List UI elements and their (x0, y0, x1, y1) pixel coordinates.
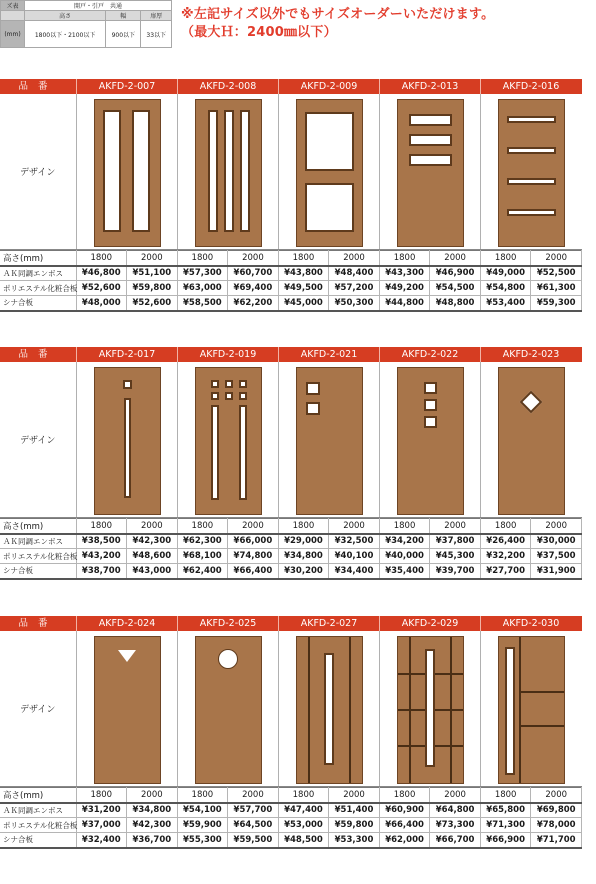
product-code: AKFD-2-021 (278, 347, 379, 362)
round-window-icon (195, 636, 262, 784)
design-row (0, 631, 582, 787)
product-code: AKFD-2-029 (379, 616, 480, 631)
finish-label: シナ合板 (0, 296, 76, 311)
product-code: AKFD-2-023 (480, 347, 581, 362)
table-row: ポリエステル化粧合板 ¥43,200 ¥48,600 ¥68,100 ¥74,800 ¥34,800 ¥40,100 ¥40,000 ¥45,300 ¥32,200 ¥37,500 (0, 549, 582, 564)
product-code: AKFD-2-022 (379, 347, 480, 362)
design-label: デザイン (20, 436, 56, 446)
height-row: 高さ(mm) 1800 2000 1800 2000 1800 2000 1800 2000 1800 2000 (0, 519, 582, 534)
table-row: シナ合板 ¥38,700 ¥43,000 ¥62,400 ¥66,400 ¥30,200 ¥34,400 ¥35,400 ¥39,700 ¥27,700 ¥31,900 (0, 564, 582, 579)
grid-and-slits-icon (195, 367, 262, 515)
notice-line-1: ※左記サイズ以外でもサイズオーダーいただけます。 (181, 7, 495, 22)
product-block-1 (0, 79, 582, 312)
table-row: ポリエステル化粧合板 ¥52,600 ¥59,800 ¥63,000 ¥69,400 ¥49,500 ¥57,200 ¥49,200 ¥54,500 ¥54,800 ¥61,300 (0, 281, 582, 296)
two-small-squares-icon (296, 367, 363, 515)
square-and-slit-icon (94, 367, 161, 515)
product-code: AKFD-2-019 (177, 347, 278, 362)
side-slit-grooves-icon (498, 636, 565, 784)
finish-label: ポリエステル化粧合板 (0, 281, 76, 296)
size-table-type: 開戸・引戸 共通 (25, 1, 172, 11)
two-vertical-panes-icon (94, 99, 161, 247)
product-code: AKFD-2-017 (76, 347, 177, 362)
diamond-window-icon (498, 367, 565, 515)
finish-label: シナ合板 (0, 833, 76, 848)
center-slit-grooves-icon (296, 636, 363, 784)
product-code: AKFD-2-024 (76, 616, 177, 631)
height-row: 高さ(mm) 1800 2000 1800 2000 1800 2000 1800 2000 1800 2000 (0, 788, 582, 803)
product-code: AKFD-2-013 (379, 79, 480, 94)
price-table (0, 250, 582, 312)
product-code: AKFD-2-027 (278, 616, 379, 631)
finish-label: ポリエステル化粧合板 (0, 549, 76, 564)
product-code: AKFD-2-025 (177, 616, 278, 631)
price-table (0, 518, 582, 580)
finish-label: ポリエステル化粧合板 (0, 818, 76, 833)
finish-label: ＡＫ同調エンボス (0, 266, 76, 281)
two-square-panes-icon (296, 99, 363, 247)
height-label: 高さ(mm) (0, 251, 76, 266)
slit-with-grooves-icon (397, 636, 464, 784)
block-header (0, 347, 582, 362)
table-row: ポリエステル化粧合板 ¥37,000 ¥42,300 ¥59,900 ¥64,500 ¥53,000 ¥59,800 ¥66,400 ¥73,300 ¥71,300 ¥78,000 (0, 818, 582, 833)
product-code: AKFD-2-016 (480, 79, 581, 94)
table-row: ＡＫ同調エンボス ¥38,500 ¥42,300 ¥62,300 ¥66,000 ¥29,000 ¥32,500 ¥34,200 ¥37,800 ¥26,400 ¥30,000 (0, 534, 582, 549)
item-number-label: 品番 (18, 349, 58, 360)
block-header (0, 616, 582, 631)
finish-label: シナ合板 (0, 564, 76, 579)
price-table (0, 787, 582, 849)
design-row (0, 362, 582, 518)
design-label: デザイン (20, 168, 56, 178)
height-row: 高さ(mm) 1800 2000 1800 2000 1800 2000 1800 2000 1800 2000 (0, 251, 582, 266)
finish-label: ＡＫ同調エンボス (0, 534, 76, 549)
table-row: シナ合板 ¥32,400 ¥36,700 ¥55,300 ¥59,500 ¥48,500 ¥53,300 ¥62,000 ¥66,700 ¥66,900 ¥71,700 (0, 833, 582, 848)
four-horizontal-slots-icon (498, 99, 565, 247)
size-col-height: 高さ (25, 11, 106, 21)
size-col-width: 幅 (106, 11, 141, 21)
size-val-height: 1800以下・2100以下 (25, 21, 106, 48)
table-row: ＡＫ同調エンボス ¥46,800 ¥51,100 ¥57,300 ¥60,700 ¥43,800 ¥48,400 ¥43,300 ¥46,900 ¥49,000 ¥52,500 (0, 266, 582, 281)
size-spec-table (0, 0, 172, 48)
size-val-width: 900以下 (106, 21, 141, 48)
height-label: 高さ(mm) (0, 788, 76, 803)
triangle-window-icon (94, 636, 161, 784)
three-horizontal-slots-icon (397, 99, 464, 247)
product-block-2 (0, 347, 582, 580)
finish-label: ＡＫ同調エンボス (0, 803, 76, 818)
item-number-label: 品番 (18, 81, 58, 92)
product-code: AKFD-2-007 (76, 79, 177, 94)
size-order-notice (181, 6, 494, 42)
product-block-3 (0, 616, 582, 849)
notice-line-2: （最大Ｈ：2400㎜以下） (181, 25, 337, 40)
design-row (0, 94, 582, 250)
size-col-thickness: 扉厚 (141, 11, 172, 21)
size-unit-label: (mm) (1, 21, 25, 48)
size-val-thickness: 33以下 (141, 21, 172, 48)
item-number-label: 品番 (18, 618, 58, 629)
design-label: デザイン (20, 705, 56, 715)
three-vertical-panes-icon (195, 99, 262, 247)
block-header (0, 79, 582, 94)
product-code: AKFD-2-009 (278, 79, 379, 94)
size-table-corner: ズ表 (1, 1, 25, 11)
table-row: シナ合板 ¥48,000 ¥52,600 ¥58,500 ¥62,200 ¥45,000 ¥50,300 ¥44,800 ¥48,800 ¥53,400 ¥59,300 (0, 296, 582, 311)
three-small-squares-icon (397, 367, 464, 515)
product-code: AKFD-2-030 (480, 616, 581, 631)
height-label: 高さ(mm) (0, 519, 76, 534)
product-code: AKFD-2-008 (177, 79, 278, 94)
table-row: ＡＫ同調エンボス ¥31,200 ¥34,800 ¥54,100 ¥57,700 ¥47,400 ¥51,400 ¥60,900 ¥64,800 ¥65,800 ¥69,800 (0, 803, 582, 818)
